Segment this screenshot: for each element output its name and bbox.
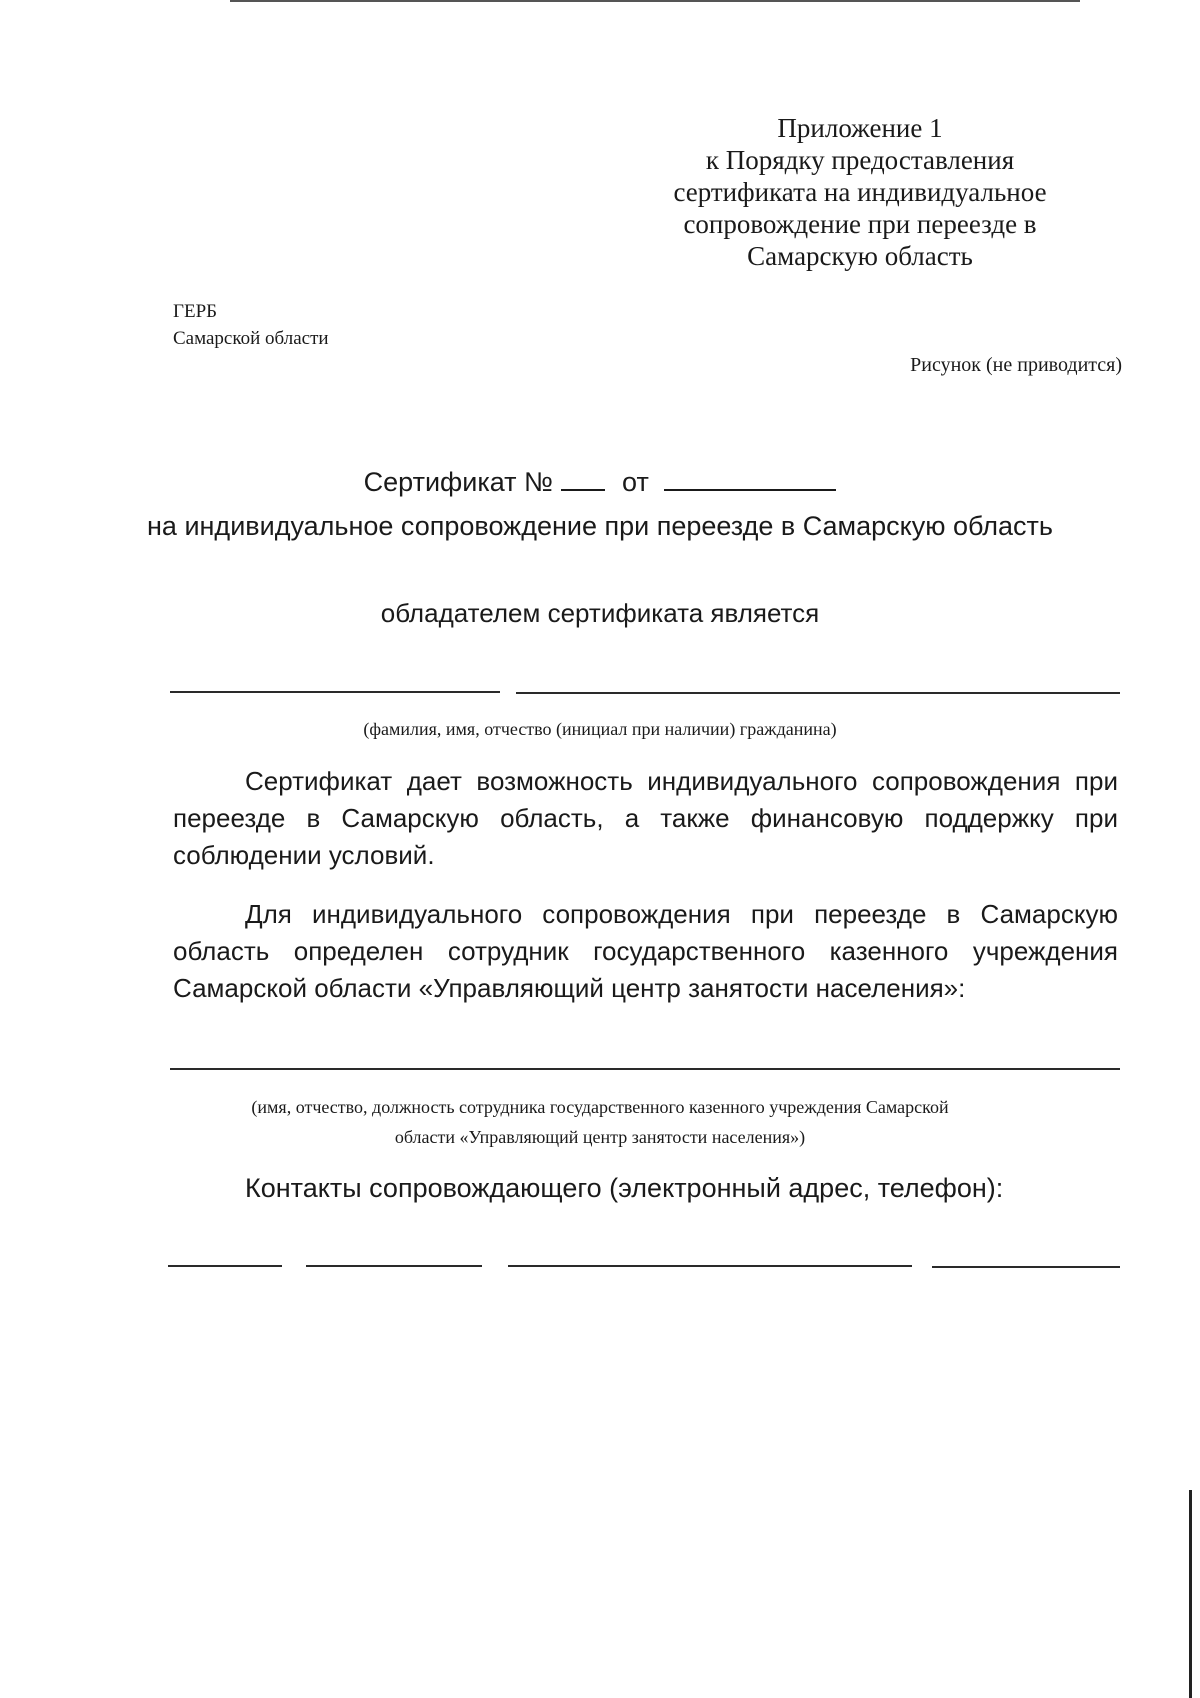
scan-edge-top (230, 0, 1080, 2)
certificate-title-line (0, 460, 1200, 504)
coat-of-arms-line: ГЕРБ (173, 301, 218, 322)
paragraph-assigned-employee: Для индивидуального сопровождения при переезде в Самарскую область определен сотрудник государственного казенного учреждения Самарской области «Управляющий центр занятости населения»: (173, 899, 1118, 1003)
certificate-date-field[interactable] (664, 465, 836, 491)
contacts-field[interactable] (932, 1266, 1120, 1268)
contacts-field[interactable] (508, 1265, 912, 1267)
certificate-number-label: Сертификат № (363, 467, 553, 497)
appendix-line: сертификата на индивидуальное (673, 177, 1047, 207)
certificate-heading (0, 460, 1200, 548)
figure-note: Рисунок (не приводится) (910, 354, 1122, 376)
contacts-field[interactable] (306, 1265, 482, 1267)
owner-field-caption: (фамилия, имя, отчество (инициал при наличии) гражданина) (363, 719, 837, 739)
appendix-header (640, 112, 1080, 272)
employee-caption-line: области «Управляющий центр занятости населения») (394, 1127, 806, 1147)
coat-of-arms-placeholder (173, 298, 329, 352)
owner-name-field[interactable] (170, 691, 500, 693)
appendix-line: к Порядку предоставления (705, 145, 1015, 175)
appendix-line: Самарскую область (747, 241, 973, 271)
appendix-line: Приложение 1 (777, 113, 943, 143)
certificate-number-field[interactable] (561, 465, 605, 491)
employee-field-caption (0, 1092, 1200, 1152)
contacts-field[interactable] (168, 1265, 282, 1267)
appendix-line: сопровождение при переезде в (683, 209, 1037, 239)
coat-of-arms-region: Самарской области (173, 328, 329, 349)
certificate-date-label: от (622, 467, 649, 497)
owner-label: обладателем сертификата является (380, 598, 820, 628)
contacts-label: Контакты сопровождающего (электронный адрес, телефон): (245, 1173, 1004, 1203)
certificate-subtitle: на индивидуальное сопровождение при переезде в Самарскую область (147, 511, 1053, 541)
employee-name-field[interactable] (170, 1068, 1120, 1070)
paragraph-certificate-benefits: Сертификат дает возможность индивидуального сопровождения при переезде в Самарскую область, а также финансовую поддержку при соблюдении условий. (173, 766, 1118, 870)
scan-edge-right (1189, 1490, 1192, 1698)
owner-name-field[interactable] (516, 692, 1120, 694)
employee-caption-line: (имя, отчество, должность сотрудника государственного казенного учреждения Самарской (251, 1097, 949, 1117)
